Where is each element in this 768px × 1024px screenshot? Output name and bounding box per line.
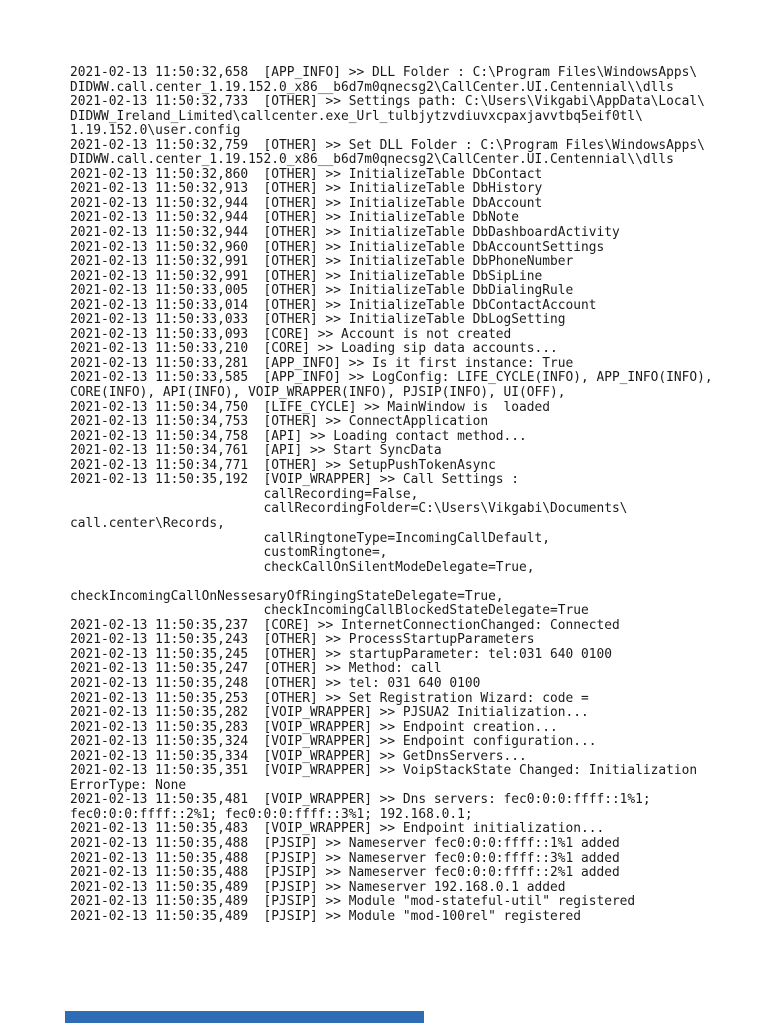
log-line: 2021-02-13 11:50:34,758 [API] >> Loading contact method... <box>70 428 527 444</box>
log-line: 2021-02-13 11:50:32,991 [OTHER] >> InitializeTable DbPhoneNumber <box>70 254 574 270</box>
log-line: 2021-02-13 11:50:33,281 [APP_INFO] >> Is it first instance: True <box>70 355 574 371</box>
log-line: 1.19.152.0\user.config <box>70 123 241 139</box>
log-line: 2021-02-13 11:50:35,488 [PJSIP] >> Nameserver fec0:0:0:ffff::3%1 added <box>70 850 620 866</box>
log-line: callRecording=False, <box>70 486 419 502</box>
log-line: 2021-02-13 11:50:32,991 [OTHER] >> InitializeTable DbSipLine <box>70 268 543 284</box>
log-line: checkIncomingCallBlockedStateDelegate=True <box>70 603 589 619</box>
log-line: 2021-02-13 11:50:35,282 [VOIP_WRAPPER] >> PJSUA2 Initialization... <box>70 705 589 721</box>
log-line: customRingtone=, <box>70 545 388 561</box>
log-line: 2021-02-13 11:50:35,488 [PJSIP] >> Nameserver fec0:0:0:ffff::1%1 added <box>70 835 620 851</box>
log-line: DIDWW.call.center_1.19.152.0_x86__b6d7m0qnecsg2\CallCenter.UI.Centennial\\dlls <box>70 79 674 95</box>
log-line: fec0:0:0:ffff::2%1; fec0:0:0:ffff::3%1; 192.168.0.1; <box>70 806 473 822</box>
log-line: callRingtoneType=IncomingCallDefault, <box>70 530 551 546</box>
log-line: 2021-02-13 11:50:33,210 [CORE] >> Loading sip data accounts... <box>70 341 558 357</box>
log-line: ErrorType: None <box>70 777 187 793</box>
log-line: callRecordingFolder=C:\Users\Vikgabi\Documents\ <box>70 501 628 517</box>
log-line: 2021-02-13 11:50:35,253 [OTHER] >> Set Registration Wizard: code = <box>70 690 589 706</box>
log-line: 2021-02-13 11:50:35,245 [OTHER] >> startupParameter: tel:031 640 0100 <box>70 646 612 662</box>
log-line: 2021-02-13 11:50:35,192 [VOIP_WRAPPER] >> Call Settings : <box>70 472 520 488</box>
log-line: 2021-02-13 11:50:35,489 [PJSIP] >> Nameserver 192.168.0.1 added <box>70 879 566 895</box>
bottom-progress-bar <box>65 1011 424 1023</box>
log-line: 2021-02-13 11:50:32,759 [OTHER] >> Set DLL Folder : C:\Program Files\WindowsApps\ <box>70 137 705 153</box>
log-line: 2021-02-13 11:50:33,093 [CORE] >> Account is not created <box>70 326 512 342</box>
log-line: 2021-02-13 11:50:35,481 [VOIP_WRAPPER] >> Dns servers: fec0:0:0:ffff::1%1; <box>70 792 651 808</box>
log-line: CORE(INFO), API(INFO), VOIP_WRAPPER(INFO), PJSIP(INFO), UI(OFF), <box>70 385 566 401</box>
log-line <box>70 575 720 590</box>
log-line: 2021-02-13 11:50:34,750 [LIFE_CYCLE] >> MainWindow is loaded <box>70 399 551 415</box>
log-line: 2021-02-13 11:50:32,913 [OTHER] >> InitializeTable DbHistory <box>70 181 543 197</box>
log-line: 2021-02-13 11:50:35,489 [PJSIP] >> Module "mod-100rel" registered <box>70 908 581 924</box>
log-line: 2021-02-13 11:50:33,585 [APP_INFO] >> LogConfig: LIFE_CYCLE(INFO), APP_INFO(INFO), <box>70 370 713 386</box>
log-line: 2021-02-13 11:50:32,960 [OTHER] >> InitializeTable DbAccountSettings <box>70 239 605 255</box>
log-line: 2021-02-13 11:50:32,944 [OTHER] >> InitializeTable DbNote <box>70 210 520 226</box>
log-line: DIDWW.call.center_1.19.152.0_x86__b6d7m0qnecsg2\CallCenter.UI.Centennial\\dlls <box>70 152 674 168</box>
log-line: 2021-02-13 11:50:34,771 [OTHER] >> SetupPushTokenAsync <box>70 457 496 473</box>
log-line: DIDWW_Ireland_Limited\callcenter.exe_Url_tulbjytzvdiuvxcpaxjavvtbq5eif0tl\ <box>70 108 643 124</box>
log-line: 2021-02-13 11:50:32,733 [OTHER] >> Settings path: C:\Users\Vikgabi\AppData\Local\ <box>70 94 705 110</box>
log-line: 2021-02-13 11:50:35,248 [OTHER] >> tel: 031 640 0100 <box>70 675 481 691</box>
log-line: 2021-02-13 11:50:34,761 [API] >> Start SyncData <box>70 443 442 459</box>
log-line: 2021-02-13 11:50:35,334 [VOIP_WRAPPER] >> GetDnsServers... <box>70 748 527 764</box>
log-line: 2021-02-13 11:50:32,658 [APP_INFO] >> DLL Folder : C:\Program Files\WindowsApps\ <box>70 65 698 80</box>
log-line: 2021-02-13 11:50:33,005 [OTHER] >> InitializeTable DbDialingRule <box>70 283 574 299</box>
log-line: 2021-02-13 11:50:32,944 [OTHER] >> InitializeTable DbAccount <box>70 195 543 211</box>
log-line: 2021-02-13 11:50:35,489 [PJSIP] >> Module "mod-stateful-util" registered <box>70 894 636 910</box>
log-line: 2021-02-13 11:50:32,860 [OTHER] >> InitializeTable DbContact <box>70 166 543 182</box>
log-line: 2021-02-13 11:50:35,483 [VOIP_WRAPPER] >> Endpoint initialization... <box>70 821 605 837</box>
log-line: 2021-02-13 11:50:35,488 [PJSIP] >> Nameserver fec0:0:0:ffff::2%1 added <box>70 865 620 881</box>
log-line: 2021-02-13 11:50:35,351 [VOIP_WRAPPER] >> VoipStackState Changed: Initialization <box>70 763 698 779</box>
log-line: 2021-02-13 11:50:34,753 [OTHER] >> ConnectApplication <box>70 414 489 430</box>
log-line: checkIncomingCallOnNessesaryOfRingingStateDelegate=True, <box>70 588 504 604</box>
log-line: 2021-02-13 11:50:35,243 [OTHER] >> ProcessStartupParameters <box>70 632 535 648</box>
log-line: 2021-02-13 11:50:32,944 [OTHER] >> InitializeTable DbDashboardActivity <box>70 225 620 241</box>
log-line: checkCallOnSilentModeDelegate=True, <box>70 559 535 575</box>
log-lines <box>70 66 720 924</box>
log-line: 2021-02-13 11:50:35,283 [VOIP_WRAPPER] >> Endpoint creation... <box>70 719 558 735</box>
log-line: 2021-02-13 11:50:35,324 [VOIP_WRAPPER] >> Endpoint configuration... <box>70 734 597 750</box>
log-line: 2021-02-13 11:50:33,014 [OTHER] >> InitializeTable DbContactAccount <box>70 297 597 313</box>
log-line: call.center\Records, <box>70 515 225 531</box>
log-line: 2021-02-13 11:50:35,237 [CORE] >> InternetConnectionChanged: Connected <box>70 617 620 633</box>
log-line: 2021-02-13 11:50:35,247 [OTHER] >> Method: call <box>70 661 442 677</box>
log-line: 2021-02-13 11:50:33,033 [OTHER] >> InitializeTable DbLogSetting <box>70 312 566 328</box>
